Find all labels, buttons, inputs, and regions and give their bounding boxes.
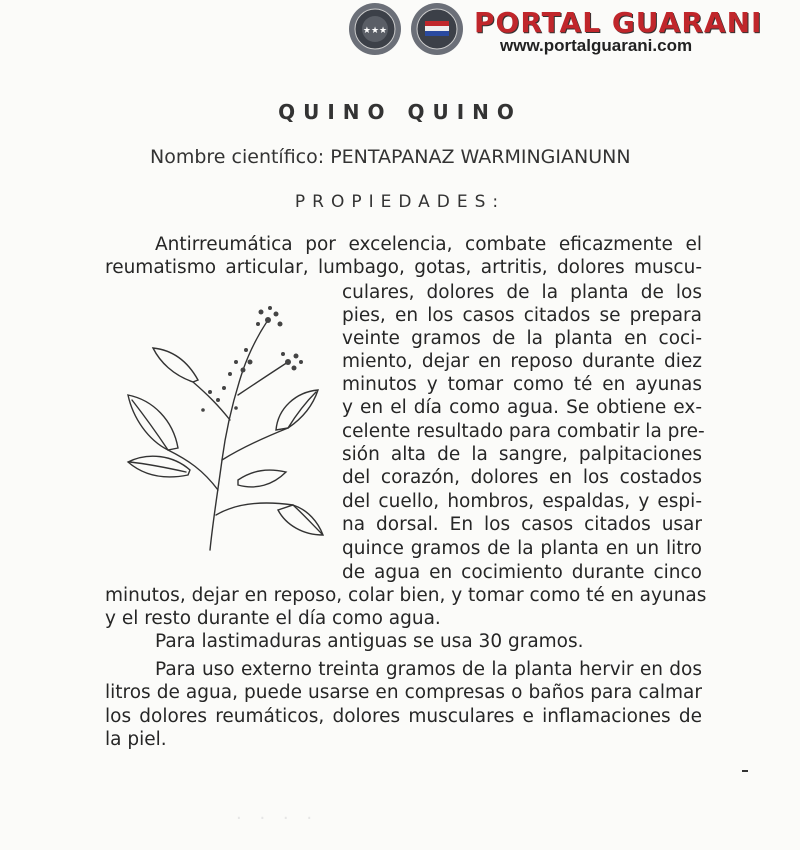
body-line: litros de agua, puede usarse en compresas o baños para calmar: [105, 682, 702, 703]
scientific-name: Nombre científico: PENTAPANAZ WARMINGIANUNN: [150, 146, 631, 168]
body-line: de agua en cocimiento durante cinco: [342, 562, 702, 583]
body-line: Para lastimaduras antiguas se usa 30 gramos.: [155, 631, 584, 652]
body-line: celente resultado para combatir la pre-: [342, 421, 705, 442]
svg-text:★★★: ★★★: [362, 26, 388, 36]
body-line: pies, en los casos citados se prepara: [342, 305, 702, 326]
body-line: veinte gramos de la planta en coci-: [342, 328, 702, 349]
body-line: sión alta de la sangre, palpitaciones: [342, 444, 702, 465]
brand-title: PORTAL GUARANI: [474, 6, 763, 39]
body-line: na dorsal. En los casos citados usar: [342, 514, 702, 535]
body-line: del corazón, dolores en los costados: [342, 467, 702, 488]
body-line: la piel.: [105, 729, 167, 750]
page-title: QUINO QUINO: [278, 100, 522, 124]
margin-mark: [742, 770, 748, 772]
national-seal-icon: [410, 2, 464, 56]
body-line: quince gramos de la planta en un litro: [342, 538, 702, 559]
brand-url: www.portalguarani.com: [500, 36, 693, 55]
quino-quino-plant-illustration: [118, 300, 328, 560]
body-line: Para uso externo treinta gramos de la planta hervir en dos: [155, 659, 702, 680]
body-line: reumatismo articular, lumbago, gotas, artritis, dolores muscu-: [105, 257, 702, 278]
body-line: y el resto durante el día como agua.: [105, 608, 441, 629]
portal-guarani-header: [362, 0, 800, 60]
body-line: minutos y tomar como té en ayunas: [342, 374, 702, 395]
body-line: Antirreumática por excelencia, combate eficazmente el: [155, 234, 702, 255]
body-line: del cuello, hombros, espaldas, y espi-: [342, 491, 702, 512]
body-line: los dolores reumáticos, dolores musculares e inflamaciones de: [105, 706, 702, 727]
body-line: y en el día como agua. Se obtiene ex-: [342, 397, 702, 418]
body-line: culares, dolores de la planta de los: [342, 282, 702, 303]
section-heading: PROPIEDADES:: [294, 192, 506, 212]
body-line: minutos, dejar en reposo, colar bien, y tomar como té en ayunas: [105, 585, 707, 606]
coat-of-arms-seal-icon: [348, 2, 402, 56]
faded-text-remnant: · · · ·: [236, 808, 319, 829]
body-line: miento, dejar en reposo durante diez: [342, 351, 702, 372]
